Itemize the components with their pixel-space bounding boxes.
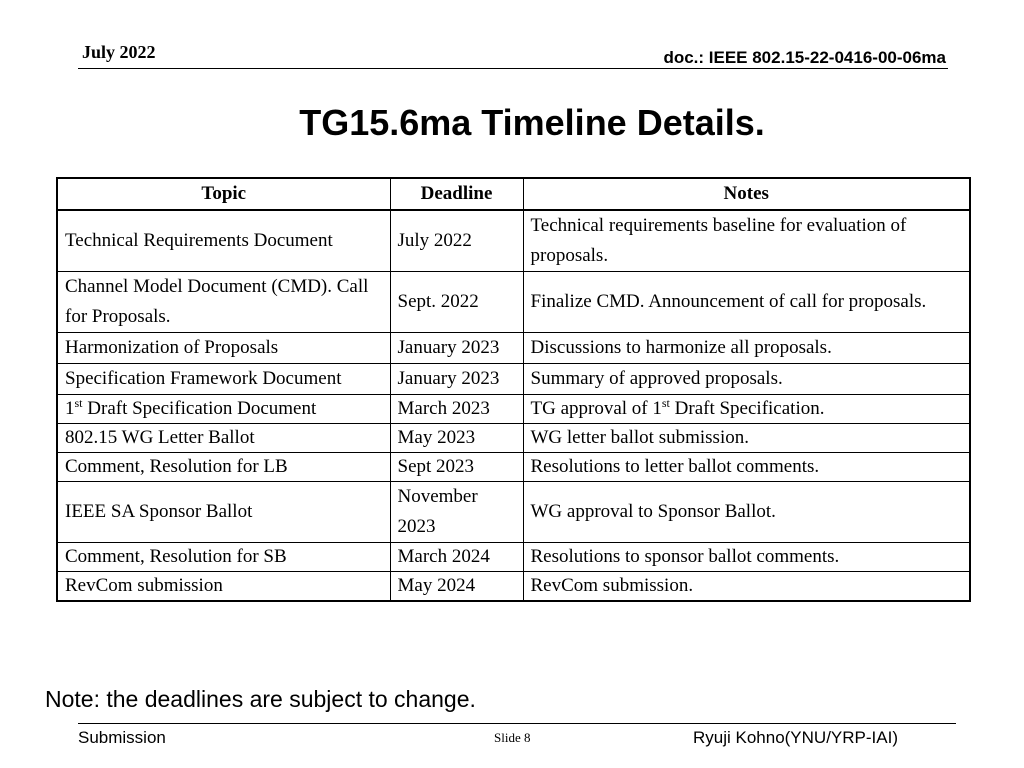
- table-row: [57, 364, 970, 395]
- topic-cell: Channel Model Document (CMD). Call for Proposals.: [57, 272, 390, 333]
- notes-cell: Resolutions to letter ballot comments.: [523, 453, 970, 482]
- notes-cell: WG letter ballot submission.: [523, 424, 970, 453]
- topic-cell: Harmonization of Proposals: [57, 333, 390, 364]
- notes-cell: Finalize CMD. Announcement of call for proposals.: [523, 272, 970, 333]
- slide-number: Slide 8: [494, 730, 531, 745]
- deadline-cell: July 2022: [390, 210, 523, 272]
- table-row: [57, 424, 970, 453]
- ordinal-suffix: st: [661, 396, 670, 410]
- table-row: [57, 543, 970, 572]
- notes-text: TG approval of 1: [530, 398, 662, 419]
- table-row: [57, 395, 970, 424]
- header-divider: [78, 68, 948, 69]
- table-row: [57, 272, 970, 333]
- deadline-cell: Sept 2023: [390, 453, 523, 482]
- topic-cell: RevCom submission: [57, 572, 390, 602]
- column-header-notes: Notes: [523, 178, 970, 210]
- notes-cell: Discussions to harmonize all proposals.: [523, 333, 970, 364]
- header-doc-id: doc.: IEEE 802.15-22-0416-00-06ma: [663, 48, 946, 67]
- topic-number: 1: [65, 398, 75, 419]
- column-header-topic: Topic: [57, 178, 390, 210]
- notes-text-end: Draft Specification.: [669, 398, 825, 419]
- topic-cell: [57, 395, 390, 424]
- table-row: [57, 210, 970, 272]
- topic-cell: Comment, Resolution for SB: [57, 543, 390, 572]
- topic-cell: Technical Requirements Document: [57, 210, 390, 272]
- topic-cell: Specification Framework Document: [57, 364, 390, 395]
- deadline-cell: May 2024: [390, 572, 523, 602]
- table-row: [57, 482, 970, 543]
- deadline-cell: January 2023: [390, 364, 523, 395]
- ordinal-suffix: st: [74, 396, 83, 410]
- deadline-cell: January 2023: [390, 333, 523, 364]
- deadline-change-note: Note: the deadlines are subject to change.: [45, 686, 476, 712]
- footer-author: Ryuji Kohno(YNU/YRP-IAI): [692, 728, 898, 747]
- table-row: [57, 333, 970, 364]
- slide-title: TG15.6ma Timeline Details.: [299, 102, 765, 143]
- table-header-row: [57, 178, 970, 210]
- notes-cell: [523, 395, 970, 424]
- column-header-deadline: Deadline: [390, 178, 523, 210]
- topic-cell: IEEE SA Sponsor Ballot: [57, 482, 390, 543]
- table-row: [57, 572, 970, 602]
- notes-cell: WG approval to Sponsor Ballot.: [523, 482, 970, 543]
- topic-cell: 802.15 WG Letter Ballot: [57, 424, 390, 453]
- notes-cell: Resolutions to sponsor ballot comments.: [523, 543, 970, 572]
- deadline-cell: November 2023: [390, 482, 523, 543]
- notes-cell: Summary of approved proposals.: [523, 364, 970, 395]
- topic-cell: Comment, Resolution for LB: [57, 453, 390, 482]
- deadline-cell: May 2023: [390, 424, 523, 453]
- notes-cell: Technical requirements baseline for evaluation of proposals.: [523, 210, 970, 272]
- deadline-cell: March 2024: [390, 543, 523, 572]
- footer-divider: [78, 723, 956, 724]
- notes-cell: RevCom submission.: [523, 572, 970, 602]
- table-row: [57, 453, 970, 482]
- deadline-cell: Sept. 2022: [390, 272, 523, 333]
- footer-submission: Submission: [78, 728, 166, 747]
- topic-text: Draft Specification Document: [82, 398, 317, 419]
- header-date: July 2022: [82, 42, 156, 62]
- deadline-cell: March 2023: [390, 395, 523, 424]
- timeline-table: [56, 177, 971, 602]
